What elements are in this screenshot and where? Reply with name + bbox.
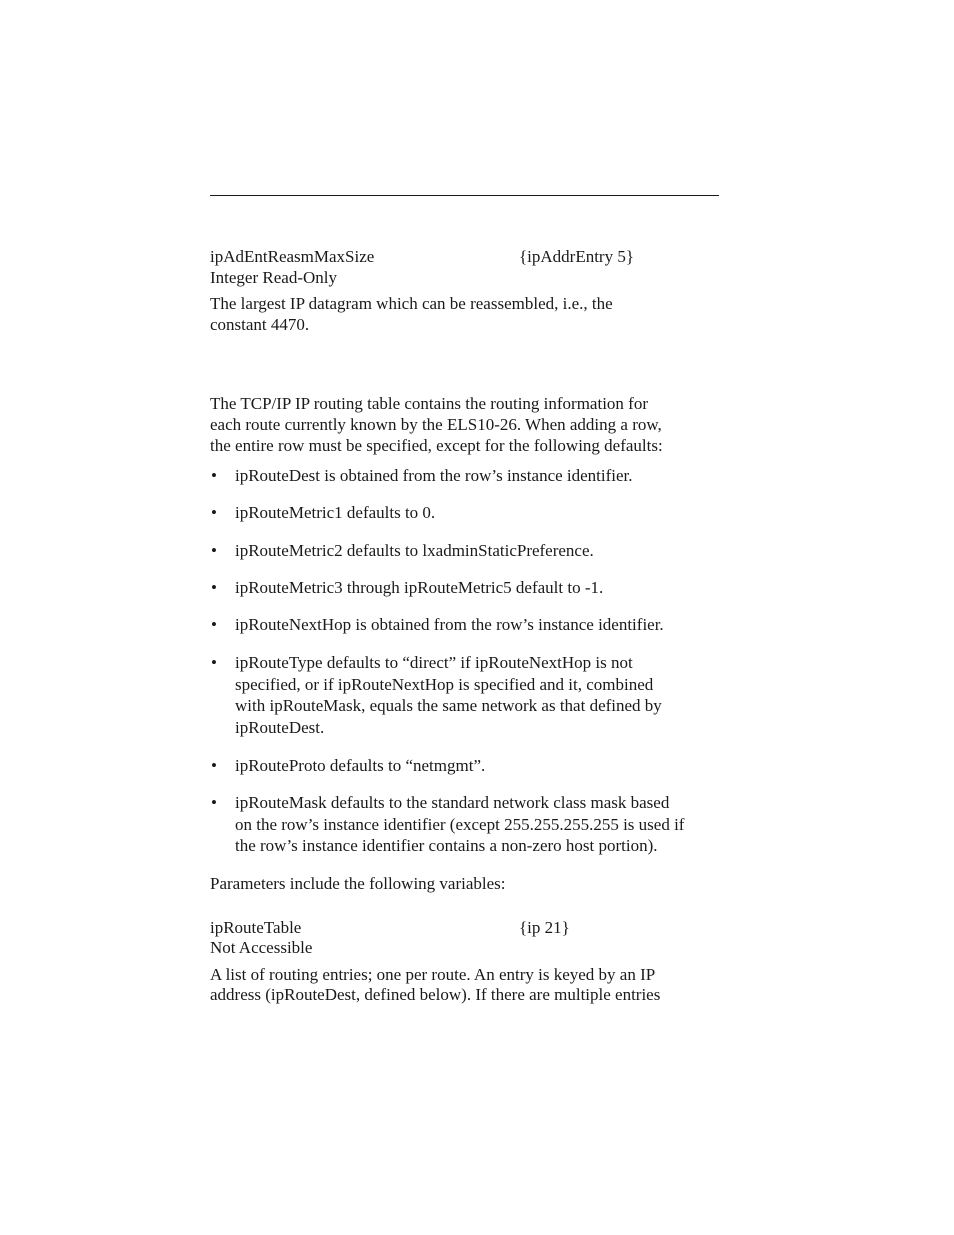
list-item-text: with ipRouteMask, equals the same network as that defined by — [235, 696, 662, 716]
entry-syntax: Not Accessible — [210, 938, 313, 957]
intro-paragraph-line: The TCP/IP IP routing table contains the routing information for — [210, 394, 648, 413]
list-item — [210, 614, 722, 636]
bullet-icon: • — [211, 466, 217, 485]
entry-syntax: Integer Read-Only — [210, 268, 337, 287]
entry-name: ipAdEntReasmMaxSize — [210, 247, 375, 266]
entry-description-line: The largest IP datagram which can be reassembled, i.e., the — [210, 294, 613, 313]
list-item-text: ipRouteDest. — [235, 718, 325, 738]
list-item — [210, 577, 722, 599]
list-item-text: ipRouteMask defaults to the standard network class mask based — [235, 793, 670, 812]
list-item-text: ipRouteMetric2 defaults to lxadminStaticPreference. — [235, 541, 594, 560]
entry-oid: {ip 21} — [519, 918, 570, 937]
list-item-text: ipRouteNextHop is obtained from the row’s instance identifier. — [235, 615, 664, 634]
list-item-text: ipRouteType defaults to “direct” if ipRouteNextHop is not — [235, 653, 633, 672]
list-item — [210, 465, 722, 487]
entry-description-line: A list of routing entries; one per route. An entry is keyed by an IP — [210, 965, 656, 984]
list-item-text: ipRouteMetric3 through ipRouteMetric5 default to -1. — [235, 578, 604, 597]
bullet-icon: • — [211, 541, 217, 560]
list-item — [210, 540, 722, 562]
intro-paragraph-line: each route currently known by the ELS10-26. When adding a row, — [210, 415, 662, 434]
list-item — [210, 755, 722, 777]
list-item-text: ipRouteMetric1 defaults to 0. — [235, 503, 436, 522]
list-item-text: on the row’s instance identifier (except 255.255.255.255 is used if — [235, 814, 685, 834]
entry-oid: {ipAddrEntry 5} — [519, 247, 634, 266]
bullet-icon: • — [211, 503, 217, 522]
list-item-text: specified, or if ipRouteNextHop is specified and it, combined — [235, 674, 654, 694]
parameters-intro: Parameters include the following variables: — [210, 874, 506, 893]
list-item — [210, 502, 722, 524]
bullet-icon: • — [211, 756, 217, 775]
header-rule — [210, 195, 719, 196]
bullet-icon: • — [211, 578, 217, 597]
bullet-icon: • — [211, 653, 217, 672]
list-item — [210, 792, 722, 857]
entry-description-line: address (ipRouteDest, defined below). If there are multiple entries — [210, 985, 661, 1004]
list-item-text: ipRouteProto defaults to “netmgmt”. — [235, 756, 486, 775]
bullet-icon: • — [211, 793, 217, 812]
entry-description-line: constant 4470. — [210, 315, 310, 334]
bullet-icon: • — [211, 615, 217, 634]
intro-paragraph-line: the entire row must be specified, except for the following defaults: — [210, 436, 663, 455]
list-item — [210, 652, 722, 739]
list-item-text: ipRouteDest is obtained from the row’s instance identifier. — [235, 466, 633, 485]
list-item-text: the row’s instance identifier contains a non-zero host portion). — [235, 836, 658, 856]
entry-name: ipRouteTable — [210, 918, 302, 937]
